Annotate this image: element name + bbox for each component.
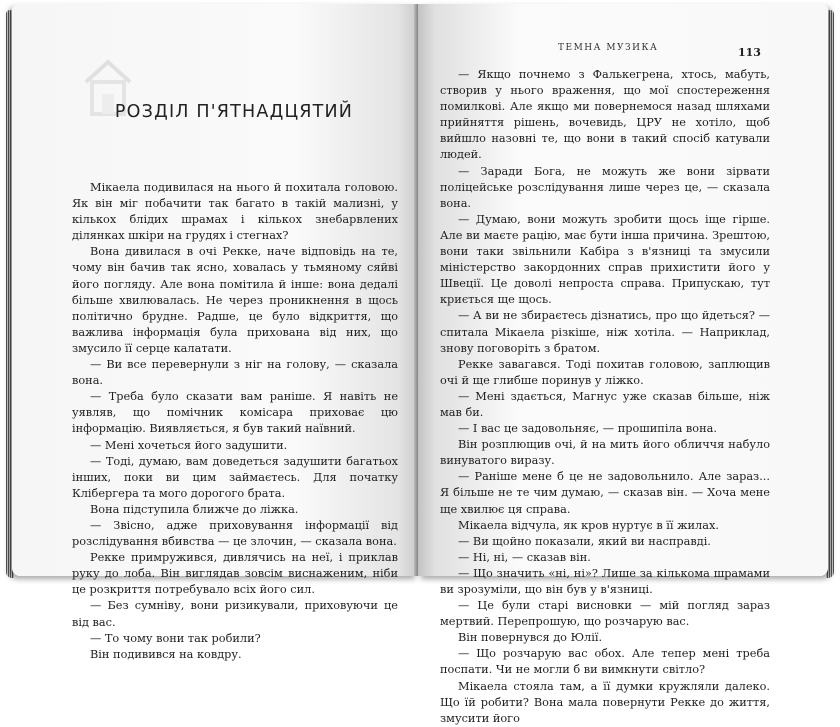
paragraph: Він розплющив очі, й на мить його обличчя набуло винуватого виразу.: [440, 438, 770, 468]
paragraph: — Мені здається, Магнус уже сказав більше, ніж мав би.: [440, 389, 770, 419]
running-head: ТЕМНА МУЗИКА: [558, 43, 659, 53]
paragraph: — А ви не збираєтесь дізнатись, про що йдеться? — спитала Мікаела різкіше, ніж хотіла. — Наприклад, знову поговоріть з братом.: [440, 309, 770, 355]
paragraph: — Ні, ні, — сказав він.: [458, 550, 591, 564]
paragraph: — Мені хочеться його задушити.: [90, 438, 288, 452]
paragraph: Рекке завагався. Тоді похитав головою, заплющив очі й ще глибше поринув у ліжко.: [440, 357, 770, 387]
left-page: [12, 4, 418, 661]
paragraph: Він подивився на ковдру.: [90, 647, 242, 661]
paragraph: Мікаела подивилася на нього й похитала головою. Як він міг побачити так багато в такій мализні, у кількох блідих шрамах і кількох знебарвлених ділянках шкіри на грудях і стегнах?: [72, 181, 398, 243]
chapter-title: РОЗДІЛ П'ЯТНАДЦЯТИЙ: [114, 102, 354, 122]
right-page: [418, 4, 828, 725]
paragraph: Мікаела стояла там, а її думки кружляли далеко. Що їй робити? Вона мала повернути Рекке до життя, змусити його: [440, 679, 770, 725]
left-page-text: [72, 180, 398, 663]
paragraph: — Заради Бога, не можуть же вони зірвати поліцейське розслідування лише через це, — сказала вона.: [440, 164, 770, 210]
paragraph: Він повернувся до Юлії.: [458, 631, 603, 645]
paragraph: — То чому вони так робили?: [90, 631, 261, 645]
paragraph: — Думаю, вони можуть зробити щось іще гірше. Але ви маєте рацію, має бути інша причина. Зрештою, вони таки звільнили Кабіра з в'язниці та змусили міністерство закордонних справ прихистити його у Швеції. Це доволі непроста справа. Припускаю, тут криється ще щось.: [440, 212, 770, 307]
paragraph: — І вас це задовольняє, — прошипіла вона.: [458, 422, 717, 436]
paragraph: — Ви щойно показали, який ви насправді.: [458, 534, 711, 548]
right-page-text: [440, 67, 770, 727]
paragraph: — Без сумніву, вони ризикували, приховуючи це від вас.: [72, 599, 398, 629]
paragraph: — Що розчарую вас обох. Але тепер мені треба поспати. Чи не могли б ви вимкнути світло?: [440, 647, 770, 677]
paragraph: Вона підступила ближче до ліжка.: [90, 502, 299, 516]
paragraph: — Це були старі висновки — мій погляд зараз мертвий. Перепрошую, що розчарую вас.: [440, 599, 770, 629]
page-number: 113: [738, 46, 761, 59]
paragraph: Мікаела відчула, як кров нуртує в її жилах.: [458, 518, 719, 532]
paragraph: Вона дивилася в очі Рекке, наче відповідь на те, чому він бачив так ясно, ховалась у тьмяному сяйві його погляду. Але вона помітила й інше: вона дедалі більше хвилювалась. Не через проникнення в щось політично брудне. Радше, це було відкриття, що важлива інформація була прихована від них, що змусило її серце калатати.: [72, 245, 398, 355]
paragraph: — Якщо почнемо з Фалькегрена, хтось, мабуть, створив у нього враження, що мої спостереження помилкові. Але якщо ми повернемося назад шляхами прийняття рішень, вочевидь, ЦРУ не хотіло, щоб вийшло назовні те, що вони в такий спосіб катували людей.: [440, 68, 770, 162]
paragraph: Рекке примружився, дивлячись на неї, і приклав руку до лоба. Він виглядав зовсім виснаженим, ніби це розкриття потребувало всіх його сил.: [72, 551, 398, 597]
paragraph: — Раніше мене б це не задовольнило. Але зараз... Я більше не те чим думаю, — сказав він. — Хоча мене ще хвилює ця справа.: [440, 470, 770, 516]
paragraph: — Ви все перевернули з ніг на голову, — сказала вона.: [72, 358, 398, 388]
paragraph: — Треба було сказати вам раніше. Я навіть не уявляв, що помічник комісара приховає цю інформацію. Виявляється, я був такий наївний.: [72, 390, 398, 436]
paragraph: — Звісно, адже приховування інформації від розслідування вбивства — це злочин, — сказала вона.: [72, 518, 398, 549]
paragraph: — Тоді, думаю, вам доведеться задушити багатьох інших, поки ви цим займаєтесь. Для початку Клібергера та мого дорогого брата.: [72, 454, 398, 500]
paragraph: — Що значить «ні, ні»? Лише за кількома шрамами ви зрозуміли, що він був у в'язниці.: [440, 566, 770, 596]
